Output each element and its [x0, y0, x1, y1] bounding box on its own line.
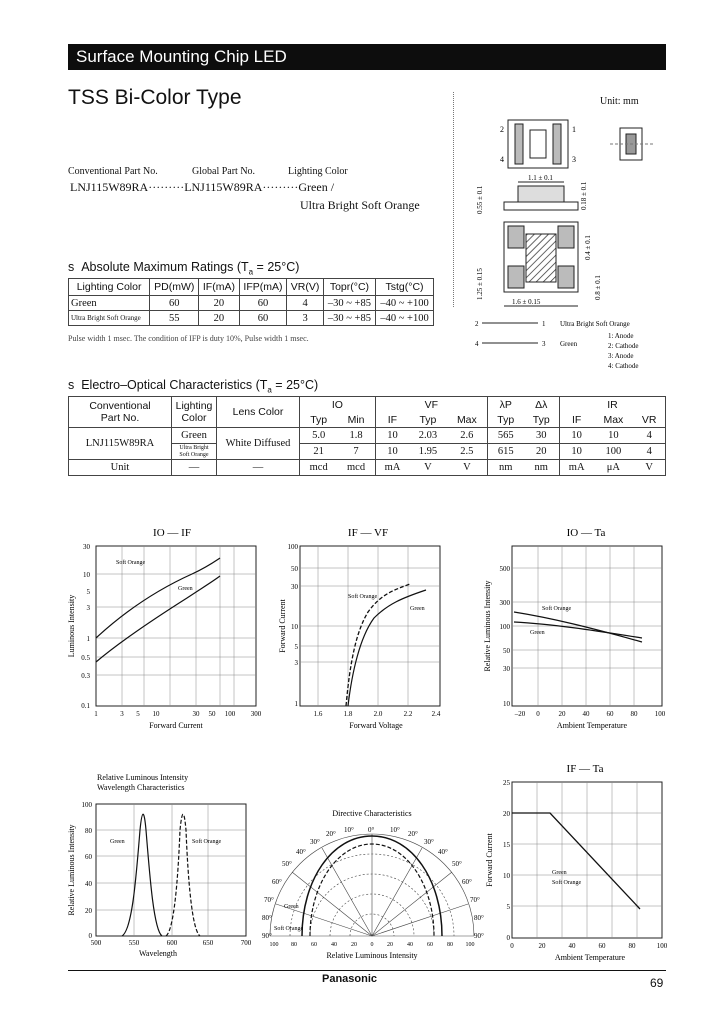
eo-header-vf: VF: [375, 397, 487, 413]
ytick: 0.1: [81, 702, 90, 710]
xtick: 100: [654, 710, 666, 718]
eo-unit: V: [447, 460, 488, 476]
eo-sub: Typ: [488, 412, 524, 428]
eo-dash: —: [172, 460, 217, 476]
ytick: 40: [85, 880, 92, 888]
series-label: Soft Orange: [274, 926, 304, 932]
dim-055: 0.55 ± 0.1: [476, 185, 484, 214]
series-soft-orange: [514, 612, 642, 642]
eo-cell: 10: [593, 428, 633, 444]
eo-sub: VR: [641, 413, 657, 426]
chart-title: IF — VF: [347, 527, 389, 539]
eo-cell: 4: [633, 444, 665, 460]
xtick: 5: [136, 710, 140, 718]
ytick: 100: [287, 543, 298, 551]
page-banner: Surface Mounting Chip LED: [68, 44, 666, 70]
eo-color: Green: [172, 428, 217, 444]
amr-header-cell: Lighting Color: [69, 279, 150, 296]
eo-header-ir: IR: [559, 397, 665, 413]
series-green: [122, 814, 162, 936]
amr-cell: Green: [69, 296, 150, 311]
xtick: 20: [558, 710, 566, 718]
xtick: 60: [311, 942, 317, 948]
chart-directive: [262, 800, 494, 965]
eo-header-light: [172, 397, 217, 428]
xtick: 650: [202, 939, 214, 947]
angle-label: 90°: [262, 932, 272, 940]
eo-table: [68, 396, 666, 476]
amr-cell: 60: [150, 296, 199, 311]
eo-sub: Typ: [532, 413, 550, 426]
dim-04: 0.4 ± 0.1: [584, 235, 592, 260]
brand-logo: Panasonic: [322, 973, 378, 985]
eo-header-io: IO: [300, 397, 376, 413]
ytick: 3: [86, 604, 90, 612]
ytick: 100: [81, 801, 92, 809]
xtick: 60: [598, 942, 606, 950]
angle-label: 50°: [282, 860, 292, 868]
grid: [512, 782, 662, 938]
eo-heading: [68, 378, 318, 395]
dim-125: 1.25 ± 0.15: [476, 268, 484, 300]
xtick: 30: [192, 710, 200, 718]
eo-header-lp: λP: [488, 397, 524, 413]
eo-cell: 10: [559, 444, 593, 460]
xlabel: Forward Current: [149, 721, 203, 730]
xtick: 80: [291, 942, 297, 948]
eo-unit: mcd: [337, 460, 375, 476]
table-row: [69, 296, 434, 311]
eo-sub: Typ: [419, 413, 437, 426]
ytick: 20: [503, 810, 510, 818]
series-label: Soft Orange: [348, 594, 378, 600]
angle-label: 70°: [264, 896, 274, 904]
pin1-top: 1: [572, 125, 576, 134]
ytick: 30: [83, 543, 90, 551]
chart-title: IF — Ta: [566, 763, 604, 775]
angle-label: 10°: [344, 826, 354, 834]
xlabel: Ambient Temperature: [554, 953, 626, 962]
xtick: 1.8: [343, 710, 353, 718]
eo-cell: 1.95: [409, 444, 447, 460]
ytick: 15: [503, 841, 510, 849]
amr-cell: 4: [287, 296, 323, 311]
xtick: 600: [166, 939, 178, 947]
page-number: 69: [650, 976, 664, 990]
xtick: 20: [387, 942, 393, 948]
eo-header-conv: [69, 397, 172, 428]
ytick: 5: [506, 903, 510, 911]
series-derating: [512, 813, 640, 909]
amr-heading: [68, 260, 299, 277]
eo-cell: 2.5: [447, 444, 488, 460]
xtick: 0: [536, 710, 540, 718]
ytick: 80: [85, 827, 92, 835]
series-label: Soft Orange: [542, 606, 572, 612]
eo-header-text: Lighting: [175, 400, 213, 412]
series-label: Soft Orange: [552, 880, 582, 886]
series-label: Green: [110, 839, 125, 845]
chart-title: IO — Ta: [566, 527, 606, 539]
angle-label: 30°: [424, 838, 434, 846]
eo-cell: 10: [559, 428, 593, 444]
xtick: 2.4: [431, 710, 441, 718]
unit-label: Unit: mm: [600, 96, 639, 107]
table-row: [69, 460, 666, 476]
ytick: 300: [499, 599, 510, 607]
xtick: 100: [224, 710, 236, 718]
eo-unit: mcd: [300, 460, 338, 476]
angle-label: 80°: [262, 914, 272, 922]
xtick: 40: [407, 942, 413, 948]
chart-title: Directive Characteristics: [332, 809, 412, 818]
amr-title-sub: a: [248, 267, 254, 277]
xtick: 550: [128, 939, 140, 947]
angle-label: 20°: [408, 830, 418, 838]
conventional-part: LNJ115W89RA: [70, 180, 149, 194]
eo-sub: Min: [347, 413, 365, 426]
xtick: 80: [630, 710, 638, 718]
amr-title: Absolute Maximum Ratings (T: [81, 260, 249, 274]
amr-cell: 20: [199, 311, 239, 326]
angle-label: 70°: [470, 896, 480, 904]
chart-title: Relative Luminous Intensity: [97, 773, 189, 782]
series-label: Green: [178, 586, 193, 592]
eo-sub: Max: [603, 413, 624, 426]
eo-header-text: Conventional: [89, 400, 151, 412]
amr-cell: 60: [239, 296, 287, 311]
pin3-schematic: 3: [542, 340, 546, 348]
series-green: [96, 576, 220, 662]
grid: [300, 546, 440, 706]
pin1-schematic: 1: [542, 320, 546, 328]
dim-08: 0.8 ± 0.1: [594, 275, 602, 300]
amr-table: [68, 278, 434, 326]
xtick: 80: [447, 942, 453, 948]
eo-lens: White Diffused: [217, 428, 300, 460]
dimension-drawing: [460, 110, 670, 375]
legend-anode1: 1: Anode: [608, 332, 634, 340]
xtick: 3: [120, 710, 124, 718]
ytick: 10: [503, 872, 510, 880]
eo-title-sub: a: [267, 385, 272, 395]
color-line1: Green /: [298, 180, 335, 194]
legend-orange: Ultra Bright Soft Orange: [560, 320, 630, 328]
angle-label: 60°: [462, 878, 472, 886]
xtick: 0: [510, 942, 514, 950]
amr-note: Pulse width 1 msec. The condition of IFP is duty 10%, Pulse width 1 msec.: [68, 334, 309, 343]
chart-title: IO — IF: [153, 527, 191, 539]
col-global-label: Global Part No.: [192, 166, 256, 177]
xtick: 2.2: [403, 710, 413, 718]
legend-green: Green: [560, 340, 578, 348]
amr-header-cell: IF(mA): [199, 279, 239, 296]
eo-header-lens: Lens Color: [217, 397, 300, 428]
eo-cell: 10: [375, 444, 409, 460]
chart-if-vf: [276, 522, 448, 732]
legend-cathode4: 4: Cathode: [608, 362, 639, 370]
eo-header-text: Part No.: [100, 412, 140, 424]
xtick: 50: [208, 710, 216, 718]
ylabel: Relative Luminous Intensity: [67, 824, 76, 916]
eo-unit-label: Unit: [69, 460, 172, 476]
eo-unit: mA: [375, 460, 409, 476]
ytick: 50: [503, 647, 510, 655]
eo-cell: 615: [488, 444, 524, 460]
ytick: 30: [503, 665, 510, 673]
xtick: 20: [538, 942, 546, 950]
ytick: 1: [294, 700, 298, 708]
ytick: 0: [506, 934, 510, 942]
angle-label: 10°: [390, 826, 400, 834]
chart-if-ta: [480, 758, 670, 963]
table-row: [69, 311, 434, 326]
series-label: Green: [552, 870, 567, 876]
xtick: –20: [514, 710, 526, 718]
amr-cell: 3: [287, 311, 323, 326]
color-line2: Ultra Bright Soft Orange: [300, 198, 420, 212]
amr-cell: 60: [239, 311, 287, 326]
xtick: 100: [269, 942, 279, 948]
eo-cell: 20: [523, 444, 559, 460]
ytick: 1: [86, 635, 90, 643]
series-soft-orange: [166, 814, 200, 936]
ytick: 20: [85, 907, 92, 915]
eo-part: LNJ115W89RA: [69, 428, 172, 460]
xtick: 100: [465, 942, 475, 948]
xlabel: Wavelength: [138, 949, 178, 958]
eo-cell: 4: [633, 428, 665, 444]
eo-unit: μA: [593, 460, 633, 476]
angle-label: 60°: [272, 878, 282, 886]
angle-label: 20°: [326, 830, 336, 838]
grid: [512, 546, 662, 706]
xtick: 40: [582, 710, 590, 718]
eo-sub: Max: [456, 413, 477, 426]
ytick: 10: [291, 623, 298, 631]
xtick: 500: [90, 939, 102, 947]
ytick: 0.3: [81, 672, 90, 680]
ylabel: Forward Current: [278, 599, 287, 653]
ylabel: Forward Current: [485, 833, 494, 887]
chart-io-ta: [482, 522, 672, 732]
xlabel: Ambient Temperature: [556, 721, 628, 730]
amr-header-cell: Tstg(°C): [376, 279, 434, 296]
eo-cell: 10: [375, 428, 409, 444]
eo-cell: 7: [337, 444, 375, 460]
amr-cell: –40 ~ +100: [376, 296, 434, 311]
pin2-top: 2: [500, 125, 504, 134]
eo-unit: nm: [523, 460, 559, 476]
part-number-row: [70, 180, 334, 195]
amr-title-end: = 25°C): [253, 260, 300, 274]
angle-label: 50°: [452, 860, 462, 868]
ytick: 0: [88, 932, 92, 940]
eo-unit: mA: [559, 460, 593, 476]
col-conventional-label: Conventional Part No.: [68, 166, 158, 177]
pin4-schematic: 4: [475, 340, 479, 348]
legend-anode3: 3: Anode: [608, 352, 634, 360]
ytick: 0.5: [81, 654, 90, 662]
eo-unit: V: [633, 460, 665, 476]
eo-sub: Typ: [300, 412, 338, 428]
xtick: 10: [152, 710, 160, 718]
xlabel: Forward Voltage: [349, 721, 403, 730]
amr-cell: –40 ~ +100: [376, 311, 434, 326]
ylabel: Relative Luminous Intensity: [483, 580, 492, 672]
angle-label: 30°: [310, 838, 320, 846]
eo-unit: nm: [488, 460, 524, 476]
divider: [453, 92, 455, 307]
eo-header-dl: Δλ: [535, 398, 548, 411]
eo-header-text: Color: [181, 412, 207, 424]
eo-cell: 2.03: [409, 428, 447, 444]
amr-header-cell: PD(mW): [150, 279, 199, 296]
dim-11: 1.1 ± 0.1: [528, 174, 553, 182]
xtick: 20: [351, 942, 357, 948]
eo-title-end: = 25°C): [271, 378, 319, 392]
dim-16: 1.6 ± 0.15: [512, 298, 541, 306]
angle-label: 0°: [368, 826, 375, 834]
xtick: 0: [370, 942, 374, 948]
ytick: 10: [503, 700, 510, 708]
amr-cell: Ultra Bright Soft Orange: [69, 311, 150, 326]
xtick: 300: [250, 710, 262, 718]
xtick: 100: [656, 942, 668, 950]
ytick: 60: [85, 853, 92, 861]
ytick: 30: [291, 583, 298, 591]
xtick: 80: [628, 942, 636, 950]
ytick: 3: [294, 659, 298, 667]
amr-cell: 55: [150, 311, 199, 326]
ytick: 10: [83, 571, 90, 579]
amr-header-row: [69, 279, 434, 296]
pin4-top: 4: [500, 155, 504, 164]
series-label: Soft Orange: [116, 560, 146, 566]
eo-unit: V: [409, 460, 447, 476]
ytick: 100: [499, 623, 510, 631]
eo-cell: 2.6: [447, 428, 488, 444]
amr-bullet: s: [68, 260, 75, 274]
amr-header-cell: IFP(mA): [239, 279, 287, 296]
series-label: Green: [530, 630, 545, 636]
eo-sub: IF: [559, 412, 593, 428]
dots: ·········: [148, 180, 185, 194]
global-part: LNJ115W89RA: [184, 180, 263, 194]
pin2-schematic: 2: [475, 320, 479, 328]
eo-cell: 21: [300, 444, 338, 460]
eo-dash: —: [217, 460, 300, 476]
ytick: 25: [503, 779, 510, 787]
amr-header-cell: VR(V): [287, 279, 323, 296]
ytick: 50: [291, 565, 298, 573]
eo-color: Ultra Bright Soft Orange: [172, 444, 217, 460]
ytick: 5: [294, 643, 298, 651]
eo-title: Electro–Optical Characteristics (T: [81, 378, 268, 392]
ytick: 500: [499, 565, 510, 573]
eo-cell: 100: [593, 444, 633, 460]
eo-sub: IF: [375, 412, 409, 428]
eo-cell: 30: [523, 428, 559, 444]
series-soft-orange: [96, 558, 220, 638]
xtick: 700: [240, 939, 252, 947]
eo-cell: 1.8: [337, 428, 375, 444]
xtick: 2.0: [373, 710, 383, 718]
angle-label: 40°: [296, 848, 306, 856]
col-color-label: Lighting Color: [288, 166, 348, 177]
chart-io-if: [62, 522, 272, 732]
xtick: 1: [94, 710, 98, 718]
xtick: 40: [331, 942, 337, 948]
series-label: Green: [284, 904, 299, 910]
grid: [96, 804, 246, 936]
xtick: 40: [568, 942, 576, 950]
amr-cell: –30 ~ +85: [323, 296, 375, 311]
ylabel: Luminous Intensity: [67, 594, 76, 658]
eo-cell: 565: [488, 428, 524, 444]
amr-cell: –30 ~ +85: [323, 311, 375, 326]
eo-bullet: s: [68, 378, 75, 392]
grid: [96, 546, 256, 706]
legend-cathode2: 2: Cathode: [608, 342, 639, 350]
dots: ·········: [262, 180, 299, 194]
xtick: 60: [427, 942, 433, 948]
chart-wavelength: [62, 770, 262, 960]
page-title: TSS Bi-Color Type: [68, 86, 242, 109]
xtick: 60: [606, 710, 614, 718]
dim-018: 0.18 ± 0.1: [580, 181, 588, 210]
footer-rule: [68, 970, 666, 971]
chart-title: Wavelength Characteristics: [97, 783, 185, 792]
eo-cell: 5.0: [300, 428, 338, 444]
series-label: Green: [410, 606, 425, 612]
pin3-top: 3: [572, 155, 576, 164]
amr-header-cell: Topr(°C): [323, 279, 375, 296]
amr-cell: 20: [199, 296, 239, 311]
angle-label: 80°: [474, 914, 484, 922]
xtick: 1.6: [313, 710, 323, 718]
table-row: [69, 428, 666, 444]
xlabel: Relative Luminous Intensity: [326, 951, 418, 960]
angle-label: 90°: [474, 932, 484, 940]
ytick: 5: [86, 588, 90, 596]
series-label: Soft Orange: [192, 839, 222, 845]
angle-label: 40°: [438, 848, 448, 856]
